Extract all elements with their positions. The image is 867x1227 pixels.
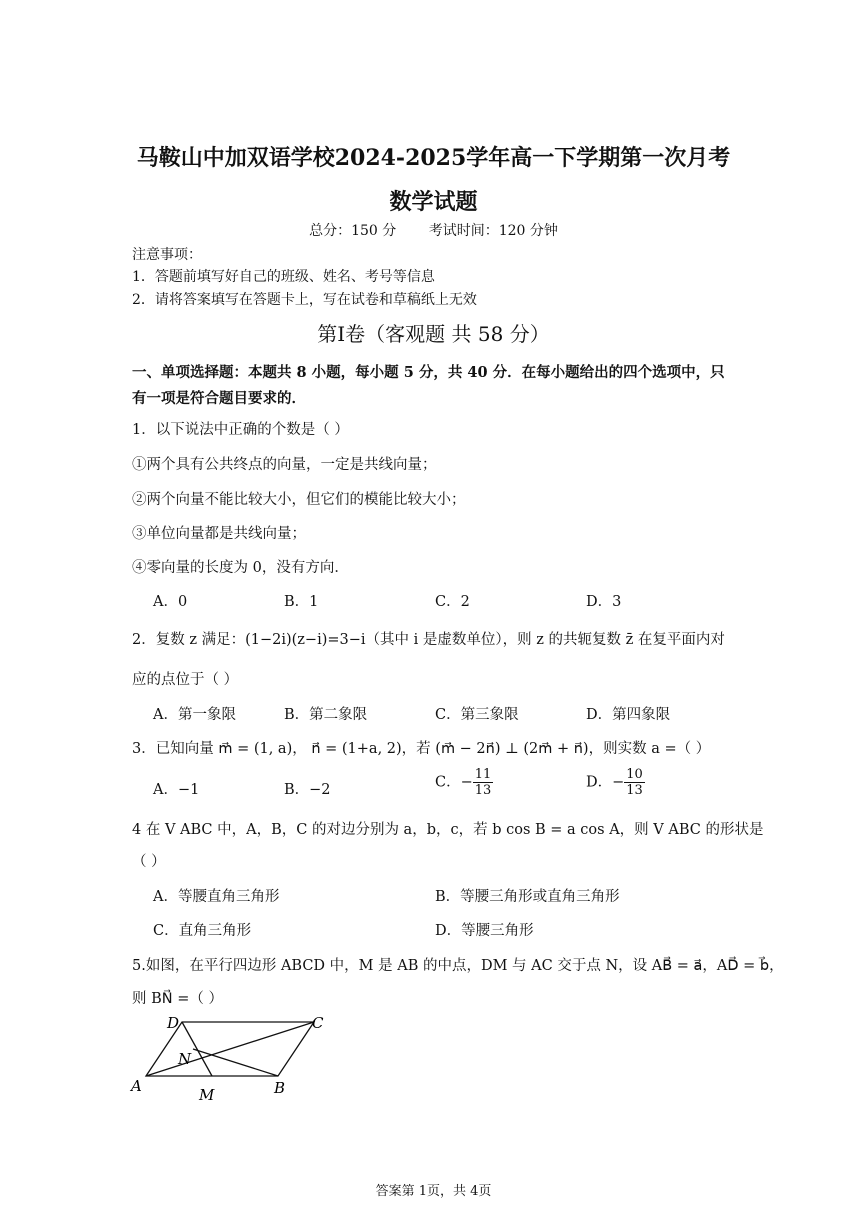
fraction-denominator: 13: [474, 783, 492, 798]
option-c: C．直角三角形: [153, 923, 252, 939]
option-a: A．−1: [153, 782, 200, 798]
fraction: [473, 767, 494, 798]
exam-meta: [0, 220, 867, 240]
question-1-statement: ③单位向量都是共线向量；: [132, 526, 306, 542]
option-d: [586, 767, 645, 798]
fraction-numerator: 11: [474, 767, 492, 782]
question-2-stem: 2．复数 z 满足：(1−2i)(z−i)=3−i（其中 i 是虚数单位），则 z 的共轭复数 z̄ 在复平面内对: [132, 632, 725, 648]
option-b: B．−2: [284, 782, 331, 798]
option-b: B．等腰三角形或直角三角形: [435, 889, 620, 905]
notes-heading: 注意事项：: [132, 247, 202, 263]
option-c: C．第三象限: [435, 707, 519, 723]
question-5-stem: 则 BN⃗ =（ ）: [132, 991, 223, 1007]
total-score: 总分：150 分: [309, 223, 397, 239]
note-item: 2．请将答案填写在答题卡上，写在试卷和草稿纸上无效: [132, 292, 477, 308]
option-d-prefix: D．−: [586, 774, 625, 791]
section-instruction: 一、单项选择题：本题共 8 小题，每小题 5 分，共 40 分．在每小题给出的四个选项中，只: [132, 364, 725, 381]
option-c: C．2: [435, 594, 470, 610]
question-5-stem: 5.如图，在平行四边形 ABCD 中，M 是 AB 的中点，DM 与 AC 交于点 N，设 AB⃗ = a⃗，AD⃗ = b⃗，: [132, 958, 784, 974]
exam-subtitle: 数学试题: [389, 189, 478, 215]
question-4-stem: 4 在 V ABC 中，A，B，C 的对边分别为 a，b，c，若 b cos B = a cos A，则 V ABC 的形状是: [132, 822, 764, 838]
label-m: M: [199, 1086, 215, 1104]
fraction-denominator: 13: [626, 783, 643, 798]
question-1-statement: ②两个向量不能比较大小，但它们的模能比较大小；: [132, 492, 466, 508]
fraction: [624, 767, 645, 798]
option-d: D．等腰三角形: [435, 923, 534, 939]
question-4-stem: （ ）: [132, 854, 166, 870]
question-1-statement: ④零向量的长度为 0，没有方向．: [132, 560, 349, 576]
exam-time: 考试时间：120 分钟: [428, 223, 558, 239]
label-c: C: [312, 1014, 324, 1032]
question-2-stem: 应的点位于（ ）: [132, 672, 239, 688]
page-footer: 答案第 1页，共 4页: [375, 1184, 492, 1199]
option-c-prefix: C．−: [435, 774, 473, 791]
question-3-stem: 3．已知向量 m⃗ = (1, a)， n⃗ = (1+a, 2)，若 (m⃗ − 2n⃗) ⊥ (2m⃗ + n⃗)，则实数 a =（ ）: [132, 741, 711, 757]
option-d: D．第四象限: [586, 707, 671, 723]
section-title: 第Ⅰ卷（客观题 共 58 分）: [317, 322, 550, 346]
label-b: B: [274, 1079, 286, 1097]
parallelogram-figure: [126, 1008, 336, 1108]
label-a: A: [131, 1077, 142, 1095]
label-n: N: [178, 1050, 192, 1068]
option-a: A．第一象限: [153, 707, 236, 723]
option-d: D．3: [586, 594, 622, 610]
label-d: D: [167, 1014, 180, 1032]
option-a: A．等腰直角三角形: [153, 889, 280, 905]
option-b: B．第二象限: [284, 707, 368, 723]
note-item: 1．答题前填写好自己的班级、姓名、考号等信息: [132, 269, 435, 285]
option-c: [435, 767, 493, 798]
option-a: A．0: [153, 594, 188, 610]
question-1-statement: ①两个具有公共终点的向量，一定是共线向量；: [132, 457, 437, 473]
question-1-stem: 1．以下说法中正确的个数是（ ）: [132, 422, 349, 438]
fraction-numerator: 10: [626, 767, 643, 782]
exam-title: 马鞍山中加双语学校2024-2025学年高一下学期第一次月考: [136, 145, 731, 171]
option-b: B．1: [284, 594, 319, 610]
section-instruction: 有一项是符合题目要求的．: [132, 390, 306, 407]
segment-bn: [193, 1049, 278, 1076]
